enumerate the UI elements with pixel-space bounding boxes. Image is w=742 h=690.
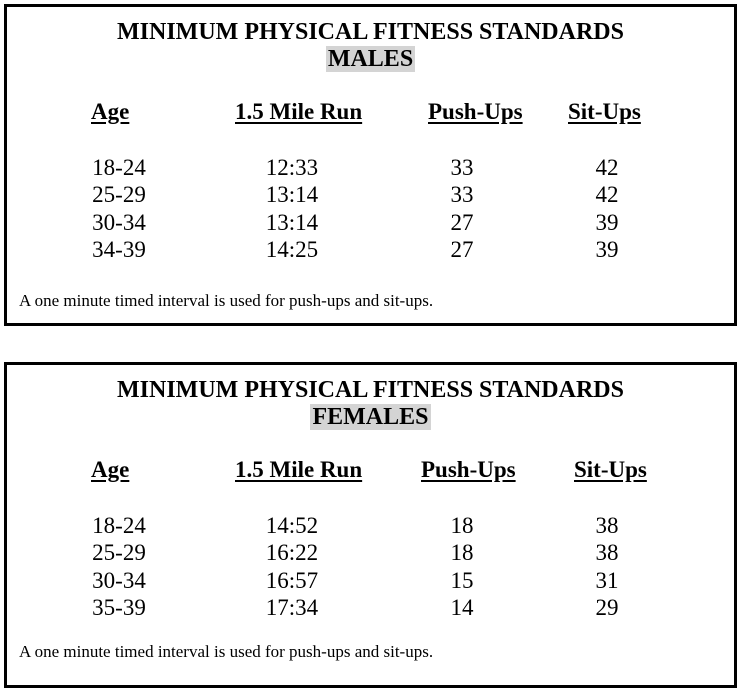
age-cell: 30-34	[92, 568, 146, 593]
table-subtitle: MALES	[327, 46, 414, 72]
age-cell: 25-29	[92, 182, 146, 207]
females-standards-table	[4, 362, 737, 688]
run-cell: 14:25	[265, 237, 319, 262]
situps-cell: 31	[595, 568, 619, 593]
situps-header: Sit-Ups	[574, 457, 647, 482]
pushups-cell: 27	[450, 210, 474, 235]
situps-cell: 42	[595, 182, 619, 207]
situps-cell: 39	[595, 237, 619, 262]
age-cell: 30-34	[92, 210, 146, 235]
pushups-cell: 14	[450, 595, 474, 620]
pushups-cell: 33	[450, 182, 474, 207]
pushups-cell: 18	[450, 540, 474, 565]
pushups-cell: 18	[450, 513, 474, 538]
table-title: MINIMUM PHYSICAL FITNESS STANDARDS	[117, 377, 624, 403]
table-note: A one minute timed interval is used for push-ups and sit-ups.	[19, 642, 434, 661]
age-cell: 25-29	[92, 540, 146, 565]
age-cell: 18-24	[92, 513, 146, 538]
situps-header: Sit-Ups	[568, 99, 641, 124]
run-cell: 12:33	[265, 155, 319, 180]
run-header: 1.5 Mile Run	[235, 457, 363, 482]
pushups-cell: 15	[450, 568, 474, 593]
run-header: 1.5 Mile Run	[235, 99, 363, 124]
table-title: MINIMUM PHYSICAL FITNESS STANDARDS	[117, 19, 624, 45]
run-cell: 17:34	[265, 595, 319, 620]
pushups-cell: 33	[450, 155, 474, 180]
pushups-cell: 27	[450, 237, 474, 262]
age-cell: 34-39	[92, 237, 146, 262]
table-subtitle: FEMALES	[312, 404, 429, 430]
pushups-header: Push-Ups	[421, 457, 516, 482]
situps-cell: 38	[595, 540, 619, 565]
age-header: Age	[91, 457, 130, 482]
run-cell: 13:14	[265, 210, 319, 235]
pushups-header: Push-Ups	[428, 99, 523, 124]
run-cell: 13:14	[265, 182, 319, 207]
run-cell: 16:57	[265, 568, 319, 593]
age-header: Age	[91, 99, 130, 124]
situps-cell: 39	[595, 210, 619, 235]
table-note: A one minute timed interval is used for push-ups and sit-ups.	[19, 291, 434, 310]
run-cell: 14:52	[265, 513, 319, 538]
situps-cell: 38	[595, 513, 619, 538]
age-cell: 18-24	[92, 155, 146, 180]
situps-cell: 29	[595, 595, 619, 620]
males-standards-table	[4, 4, 737, 326]
run-cell: 16:22	[265, 540, 319, 565]
age-cell: 35-39	[92, 595, 146, 620]
situps-cell: 42	[595, 155, 619, 180]
